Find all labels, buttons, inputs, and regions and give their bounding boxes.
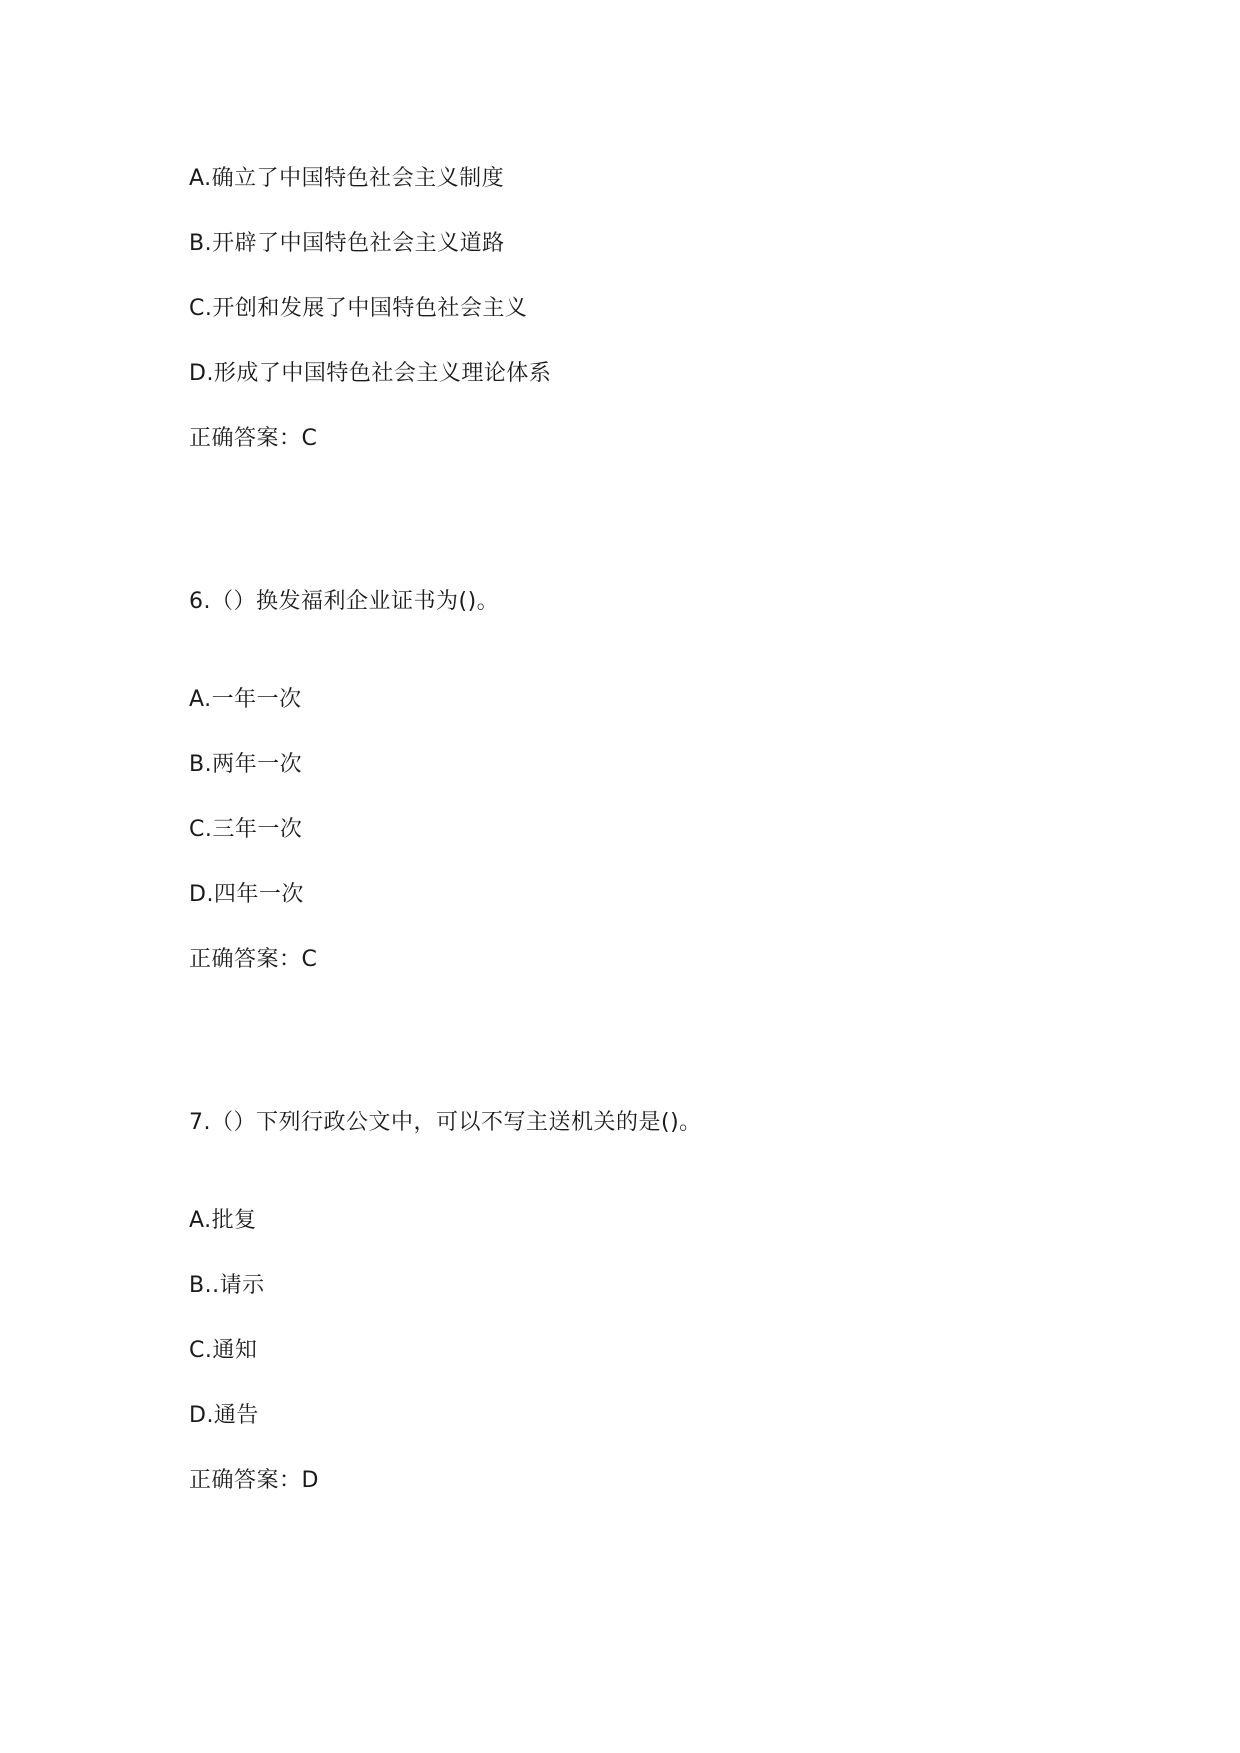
prev-question-option-c: C.开创和发展了中国特色社会主义 <box>189 296 528 321</box>
question-6-stem: 6.（）换发福利企业证书为()。 <box>189 589 500 614</box>
question-7-option-a: A.批复 <box>189 1208 257 1233</box>
question-7-answer: 正确答案：D <box>189 1468 319 1493</box>
question-7-option-d: D.通告 <box>189 1403 259 1428</box>
prev-question-option-d: D.形成了中国特色社会主义理论体系 <box>189 361 552 386</box>
question-7-option-c: C.通知 <box>189 1338 258 1363</box>
question-6-option-b: B.两年一次 <box>189 752 303 777</box>
question-7-stem: 7.（）下列行政公文中，可以不写主送机关的是()。 <box>189 1110 702 1135</box>
question-6-answer: 正确答案：C <box>189 947 318 972</box>
question-6-option-c: C.三年一次 <box>189 817 303 842</box>
prev-question-answer: 正确答案：C <box>189 426 318 451</box>
question-6-option-d: D.四年一次 <box>189 882 304 907</box>
question-7-option-b: B..请示 <box>189 1273 265 1298</box>
prev-question-option-b: B.开辟了中国特色社会主义道路 <box>189 231 505 256</box>
prev-question-option-a: A.确立了中国特色社会主义制度 <box>189 166 505 191</box>
question-6-option-a: A.一年一次 <box>189 687 302 712</box>
